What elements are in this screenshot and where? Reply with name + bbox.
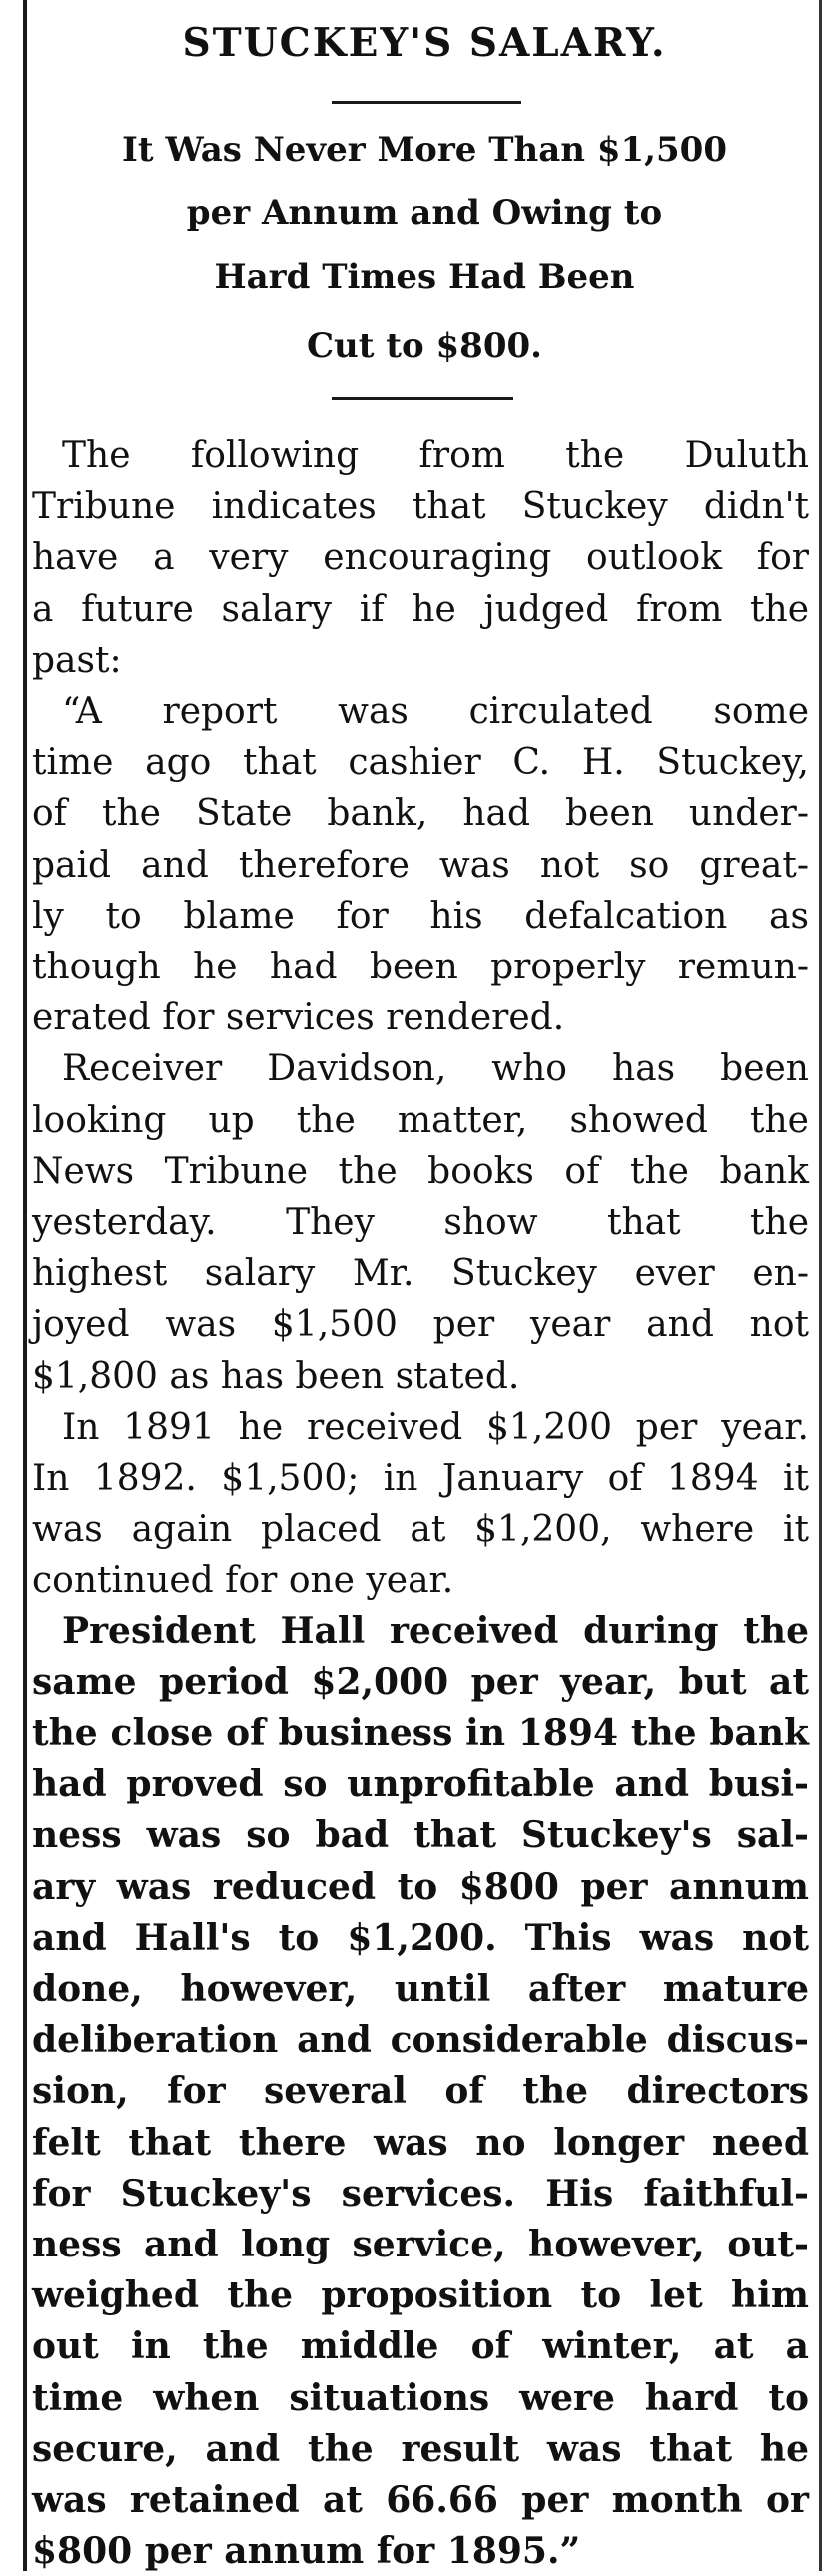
- text-line: In 1892. $1,500; in January of 1894 it: [32, 1458, 809, 1499]
- text-line: felt that there was no longer need: [32, 2122, 809, 2164]
- text-line: out in the middle of winter, at a: [32, 2325, 809, 2367]
- headline: STUCKEY'S SALARY.: [182, 20, 667, 66]
- text-line: ness was so bad that Stuckey's sal-: [32, 1814, 809, 1856]
- text-line: time ago that cashier C. H. Stuckey,: [32, 742, 809, 783]
- deck-line: It Was Never More Than $1,500: [122, 130, 727, 170]
- text-line: In 1891 he received $1,200 per year.: [62, 1407, 809, 1448]
- text-line: ness and long service, however, out-: [32, 2224, 809, 2265]
- text-line: done, however, until after mature: [32, 1968, 809, 2010]
- deck-line: Cut to $800.: [306, 326, 542, 366]
- deck-divider: [332, 397, 513, 400]
- text-line: deliberation and considerable discus-: [32, 2019, 809, 2061]
- deck-line: Hard Times Had Been: [214, 257, 635, 297]
- column-rule-left: [23, 0, 27, 2571]
- text-line: joyed was $1,500 per year and not: [32, 1304, 809, 1345]
- text-line: and Hall's to $1,200. This was not: [32, 1917, 809, 1959]
- text-line: President Hall received during the: [62, 1610, 809, 1652]
- text-line: $800 per annum for 1895.”: [32, 2530, 581, 2572]
- text-line: Receiver Davidson, who has been: [62, 1048, 809, 1089]
- text-line: looking up the matter, showed the: [32, 1100, 809, 1141]
- text-line: “A report was circulated some: [62, 691, 809, 732]
- text-line: ary was reduced to $800 per annum: [32, 1866, 809, 1908]
- text-line: have a very encouraging outlook for: [32, 537, 809, 578]
- column-rule-right: [819, 0, 822, 2571]
- text-line: Tribune indicates that Stuckey didn't: [32, 486, 809, 527]
- headline-divider: [332, 101, 521, 104]
- text-line: paid and therefore was not so great-: [32, 845, 809, 886]
- text-line: The following from the Duluth: [62, 435, 809, 476]
- text-line: was retained at 66.66 per month or: [32, 2479, 809, 2521]
- text-line: though he had been properly remun-: [32, 947, 809, 987]
- text-line: weighed the proposition to let him: [32, 2274, 809, 2316]
- text-line: the close of business in 1894 the bank: [32, 1712, 809, 1754]
- text-line: past:: [32, 640, 122, 681]
- text-line: continued for one year.: [32, 1560, 454, 1601]
- text-line: $1,800 as has been stated.: [32, 1356, 520, 1397]
- text-line: ly to blame for his defalcation as: [32, 896, 809, 937]
- text-line: highest salary Mr. Stuckey ever en-: [32, 1253, 809, 1294]
- text-line: secure, and the result was that he: [32, 2428, 809, 2470]
- text-line: same period $2,000 per year, but at: [32, 1661, 809, 1703]
- text-line: News Tribune the books of the bank: [32, 1151, 809, 1192]
- text-line: yesterday. They show that the: [32, 1202, 809, 1243]
- text-line: for Stuckey's services. His faithful-: [32, 2173, 809, 2215]
- text-line: had proved so unprofitable and busi-: [32, 1763, 809, 1805]
- text-line: erated for services rendered.: [32, 997, 565, 1038]
- text-line: time when situations were hard to: [32, 2377, 809, 2419]
- text-line: was again placed at $1,200, where it: [32, 1509, 809, 1550]
- text-line: of the State bank, had been under-: [32, 793, 809, 834]
- deck-line: per Annum and Owing to: [186, 193, 663, 233]
- text-line: a future salary if he judged from the: [32, 589, 809, 630]
- text-line: sion, for several of the directors: [32, 2070, 809, 2112]
